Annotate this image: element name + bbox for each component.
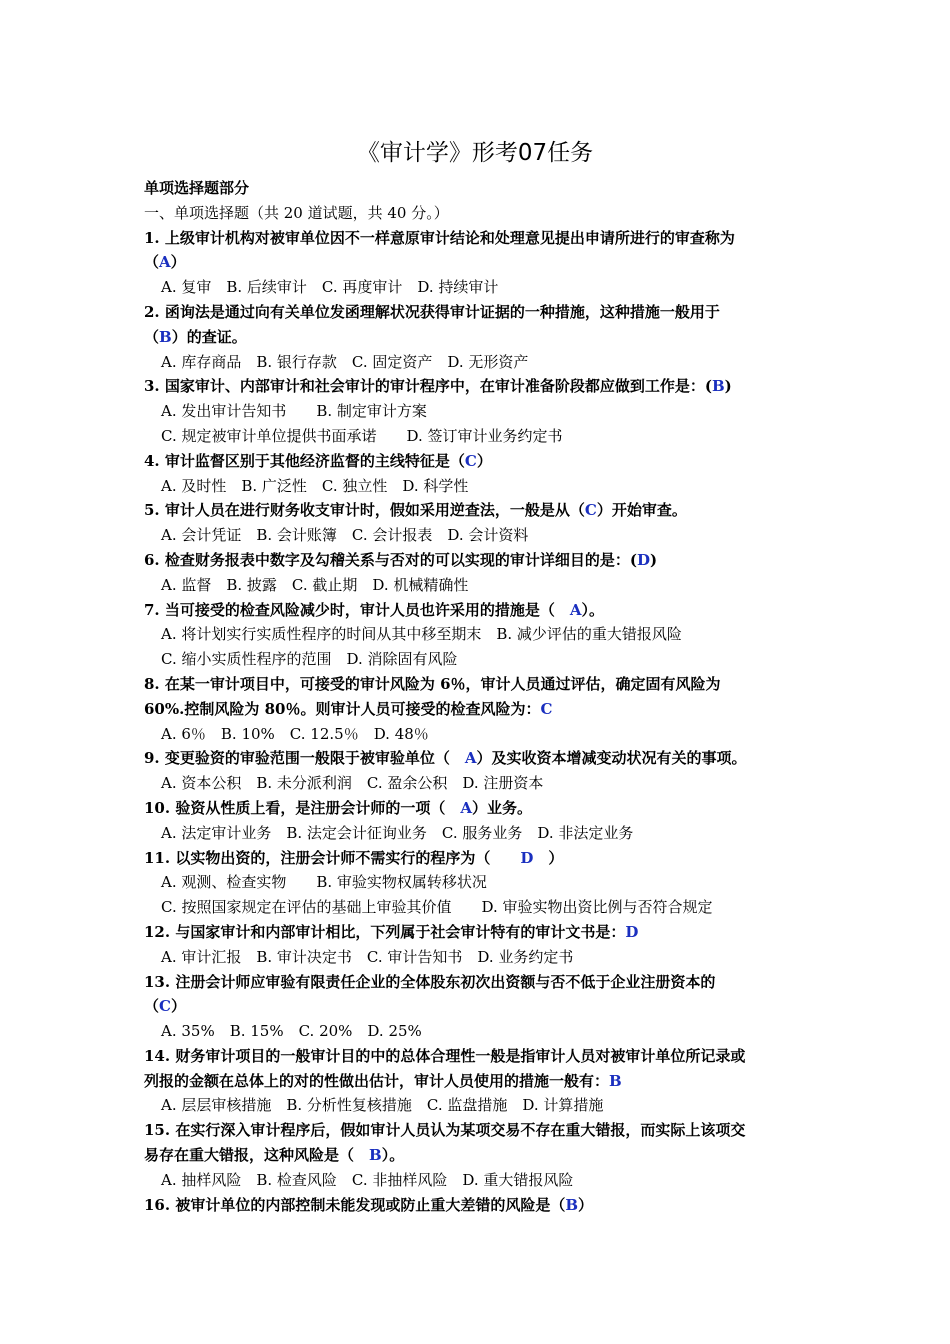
answer-key: B [369, 1146, 382, 1165]
question-text-pre: 10. 验资从性质上看，是注册会计师的一项（ [144, 798, 461, 817]
question-item [144, 449, 812, 499]
question-text-answer-line [144, 325, 812, 350]
question-text-answer-line [144, 846, 812, 871]
answer-key: C [159, 997, 171, 1016]
answer-key: A [464, 749, 477, 768]
question-text-answer-line [144, 796, 812, 821]
question-text-pre: 列报的金额在总体上的对的性做出估计，审计人员使用的措施一般有： [144, 1071, 610, 1090]
question-item [144, 970, 812, 1044]
answer-options: C. 缩小实质性程序的范围 D. 消除固有风险 [161, 650, 458, 669]
question-text: 13. 注册会计师应审验有限责任企业的全体股东初次出资额与否不低于企业注册资本的 [144, 972, 716, 991]
question-item [144, 672, 812, 746]
question-text-answer-line [144, 449, 812, 474]
question-text-post: ) [650, 550, 658, 569]
answer-key: C [584, 501, 597, 520]
question-text: 15. 在实行深入审计程序后，假如审计人员认为某项交易不存在重大错报，而实际上该项交 [144, 1121, 746, 1140]
question-text-pre: 11. 以实物出资的，注册会计师不需实行的程序为（ [144, 848, 521, 867]
answer-options: A. 观测、检查实物 B. 审验实物权属转移状况 [161, 873, 487, 892]
question-text-answer-line [144, 374, 812, 399]
section-heading: 单项选择题部分 [144, 179, 250, 197]
question-text-post: ）。 [381, 1146, 405, 1165]
question-item [144, 548, 812, 598]
question-text-pre: 4. 审计监督区别于其他经济监督的主线特征是（ [144, 451, 465, 470]
section-intro: 一、单项选择题（共 20 道试题，共 40 分。） [144, 203, 449, 222]
answer-key: C [464, 451, 477, 470]
question-text-pre: 易存在重大错报，这种风险是（ [144, 1146, 370, 1165]
answer-options: A. 监督 B. 披露 C. 截止期 D. 机械精确性 [161, 575, 469, 594]
question-text-answer-line [144, 697, 812, 722]
question-text-post: ） [533, 848, 564, 867]
answer-options: A. 6％ B. 10% C. 12.5％ D. 48％ [161, 724, 429, 743]
question-text-answer-line [144, 746, 812, 771]
question-text: 14. 财务审计项目的一般审计目的中的总体合理性一般是指审计人员对被审计单位所记录或 [144, 1046, 746, 1065]
answer-options: A. 层层审核措施 B. 分析性复核措施 C. 监盘措施 D. 计算措施 [161, 1096, 604, 1115]
question-item [144, 374, 812, 448]
question-text-answer-line [144, 548, 812, 573]
question-text-pre: 60%.控制风险为 80％。则审计人员可接受的检查风险为： [144, 699, 541, 718]
question-text: 2. 函询法是通过向有关单位发函理解状况获得审计证据的一种措施，这种措施一般用于 [144, 302, 720, 321]
answer-options: C. 按照国家规定在评估的基础上审验其价值 D. 审验实物出资比例与否符合规定 [161, 898, 713, 917]
question-text-answer-line [144, 1193, 812, 1218]
answer-key: C [540, 699, 553, 718]
question-text: 8. 在某一审计项目中，可接受的审计风险为 6％，审计人员通过评估，确定固有风险为 [144, 674, 721, 693]
question-text-pre: 3. 国家审计、内部审计和社会审计的审计程序中，在审计准备阶段都应做到工作是：( [144, 377, 712, 396]
answer-options: A. 发出审计告知书 B. 制定审计方案 [161, 402, 427, 421]
answer-options: A. 库存商品 B. 银行存款 C. 固定资产 D. 无形资产 [161, 352, 529, 371]
question-text-pre: 12. 与国家审计和内部审计相比，下列属于社会审计特有的审计文书是： [144, 922, 626, 941]
question-text-pre: （ [144, 997, 160, 1016]
question-text-answer-line [144, 1069, 812, 1094]
question-text-post: ）。 [581, 600, 605, 619]
question-text-answer-line [144, 920, 812, 945]
question-text-pre: （ [144, 253, 160, 272]
question-text-pre: 6. 检查财务报表中数字及勾稽关系与否对的可以实现的审计详细目的是：( [144, 550, 637, 569]
answer-options: A. 复审 B. 后续审计 C. 再度审计 D. 持续审计 [161, 278, 499, 297]
question-text-post: ）的查证。 [171, 327, 247, 346]
question-text-pre: 9. 变更验资的审验范围一般限于被审验单位（ [144, 749, 465, 768]
question-text-answer-line [144, 598, 812, 623]
answer-key: D [625, 922, 639, 941]
question-item [144, 1193, 812, 1218]
answer-key: D [520, 848, 534, 867]
question-text-post: ）及实收资本增减变动状况有关的事项。 [476, 749, 747, 768]
question-text-post: ） [578, 1195, 594, 1214]
question-text-pre: 7. 当可接受的检查风险减少时，审计人员也许采用的措施是（ [144, 600, 570, 619]
question-text: 1. 上级审计机构对被审单位因不一样意原审计结论和处理意见提出申请所进行的审查称为 [144, 228, 735, 247]
question-item [144, 498, 812, 548]
question-text-post: ) [724, 377, 732, 396]
question-text-pre: 5. 审计人员在进行财务收支审计时，假如采用逆查法，一般是从（ [144, 501, 585, 520]
answer-key: D [636, 550, 650, 569]
answer-key: B [609, 1071, 622, 1090]
answer-options: A. 审计汇报 B. 审计决定书 C. 审计告知书 D. 业务约定书 [161, 947, 574, 966]
question-text-answer-line [144, 250, 812, 275]
question-text-post: ） [476, 451, 492, 470]
answer-options: A. 及时性 B. 广泛性 C. 独立性 D. 科学性 [161, 476, 469, 495]
question-item [144, 598, 812, 672]
answer-key: B [711, 377, 725, 396]
answer-options: A. 资本公积 B. 未分派利润 C. 盈余公积 D. 注册资本 [161, 774, 544, 793]
answer-options: A. 法定审计业务 B. 法定会计征询业务 C. 服务业务 D. 非法定业务 [161, 823, 634, 842]
question-item [144, 300, 812, 374]
document-body [144, 176, 812, 1217]
page-title: 《审计学》形考07任务 [356, 140, 594, 166]
question-item [144, 1044, 812, 1118]
answer-key: B [565, 1195, 579, 1214]
answer-options: A. 35% B. 15% C. 20% D. 25% [161, 1022, 422, 1041]
question-text-answer-line [144, 498, 812, 523]
question-item [144, 226, 812, 300]
question-text-post: ）业务。 [471, 798, 532, 817]
question-item [144, 746, 812, 796]
question-text-pre: （ [144, 327, 160, 346]
answer-key: A [569, 600, 582, 619]
question-text-post: ） [170, 253, 186, 272]
answer-options: A. 将计划实行实质性程序的时间从其中移至期末 B. 减少评估的重大错报风险 [161, 625, 682, 644]
question-text-post: ） [170, 997, 186, 1016]
question-item [144, 846, 812, 920]
answer-options: A. 会计凭证 B. 会计账簿 C. 会计报表 D. 会计资料 [161, 526, 529, 545]
answer-options: C. 规定被审计单位提供书面承诺 D. 签订审计业务约定书 [161, 426, 563, 445]
answer-key: A [460, 798, 472, 817]
question-text-answer-line [144, 1143, 812, 1168]
answer-options: A. 抽样风险 B. 检查风险 C. 非抽样风险 D. 重大错报风险 [161, 1170, 574, 1189]
question-item [144, 1118, 812, 1192]
question-text-pre: 16. 被审计单位的内部控制未能发现或防止重大差错的风险是（ [144, 1195, 566, 1214]
answer-key: B [159, 327, 172, 346]
answer-key: A [159, 253, 171, 272]
question-text-post: ）开始审查。 [596, 501, 687, 520]
question-item [144, 796, 812, 846]
question-text-answer-line [144, 994, 812, 1019]
question-item [144, 920, 812, 970]
